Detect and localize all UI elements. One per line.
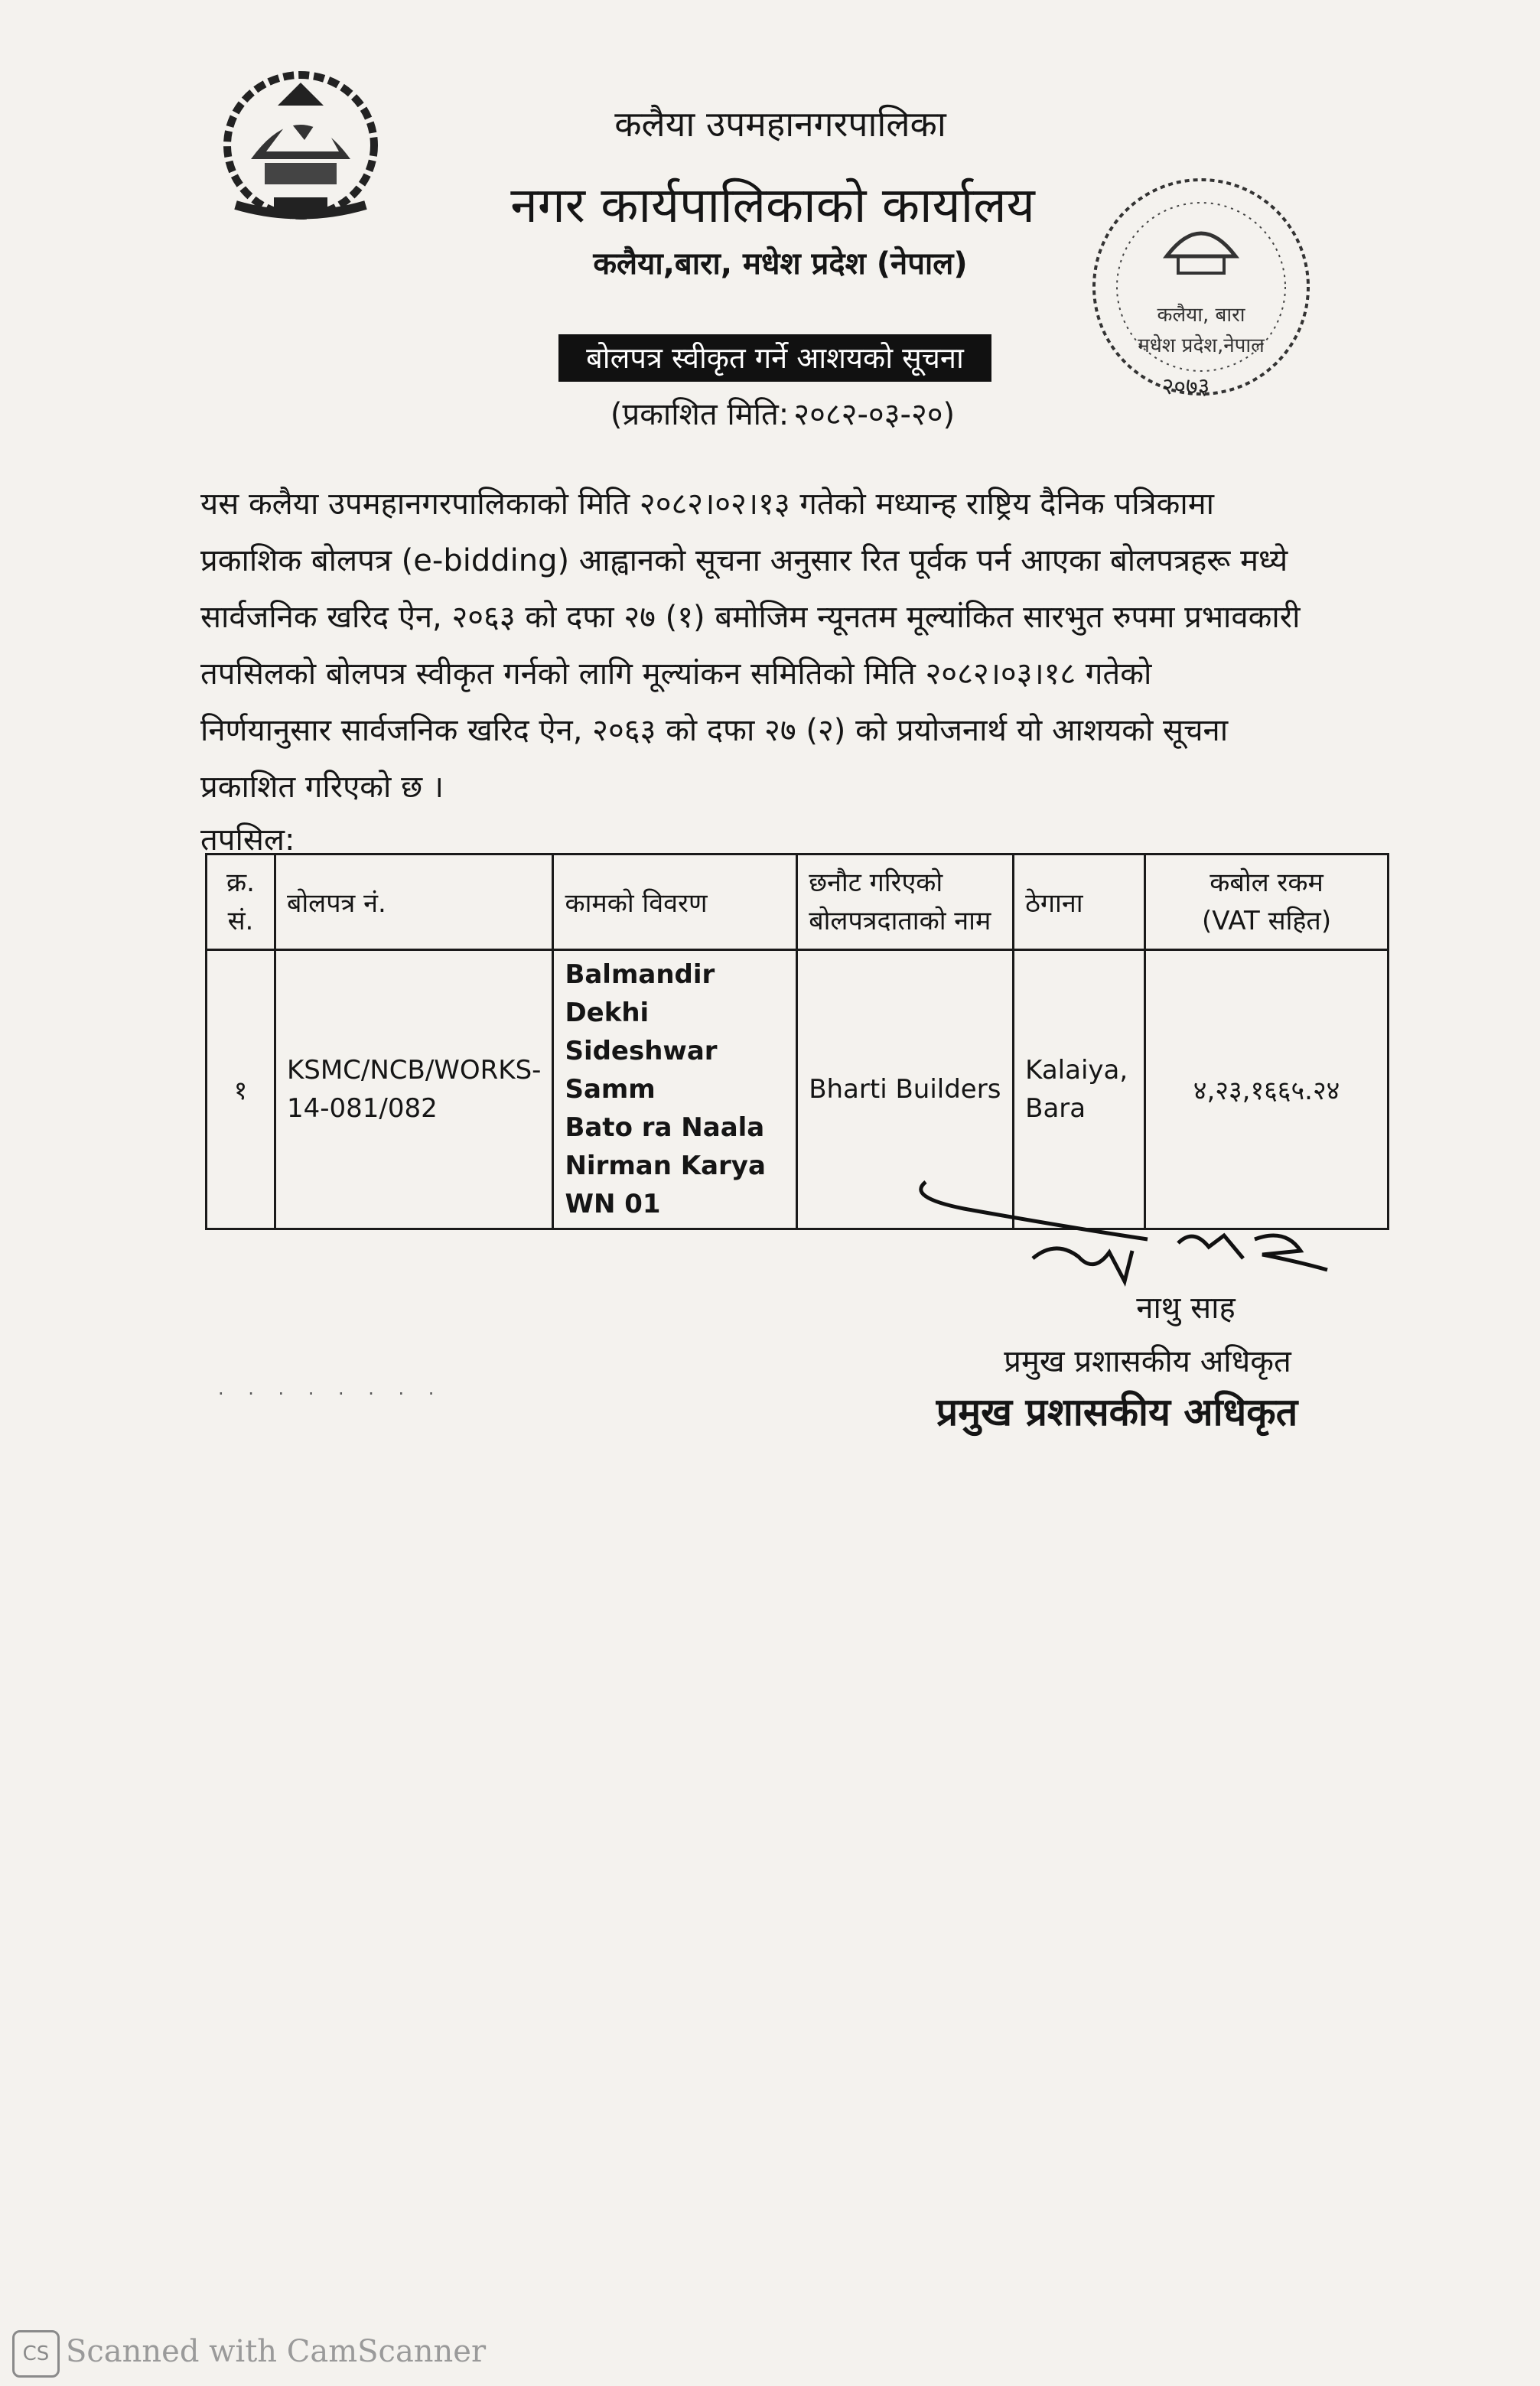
header-amount: कबोल रकम (VAT सहित) xyxy=(1145,854,1389,950)
dotted-line: · · · · · · · · xyxy=(218,1383,444,1405)
header-address: ठेगाना xyxy=(1014,854,1145,950)
body-line: प्रकाशिक बोलपत्र (e-bidding) आह्वानको सूचना अनुसार रित पूर्वक पर्न आएका बोलपत्रहरू मध्ये xyxy=(200,543,1288,578)
seal-year: २०७३ xyxy=(1161,373,1210,400)
seal-line-1: कलैया, बारा xyxy=(1157,304,1245,327)
signatory-stamp-title: प्रमुख प्रशासकीय अधिकृत xyxy=(936,1390,1298,1434)
publish-label: (प्रकाशित मिति: xyxy=(610,397,790,432)
body-line: निर्णयानुसार सार्वजनिक खरिद ऐन, २०६३ को दफा २७ (२) को प्रयोजनार्थ यो आशयको सूचना xyxy=(200,713,1229,748)
signatory-title: प्रमुख प्रशासकीय अधिकृत xyxy=(1004,1344,1291,1379)
header-sn: क्र. सं. xyxy=(207,854,275,950)
cell-address: Kalaiya, Bara xyxy=(1014,950,1145,1229)
publish-date-value: २०८२-०३-२०) xyxy=(793,397,956,432)
body-line: प्रकाशित गरिएको छ । xyxy=(200,770,444,805)
seal-line-2: मधेश प्रदेश,नेपाल xyxy=(1138,334,1265,357)
body-line: सार्वजनिक खरिद ऐन, २०६३ को दफा २७ (१) बमोजिम न्यूनतम मूल्यांकित सारभुत रुपमा प्रभावकारी xyxy=(200,600,1301,635)
municipality-name: कलैया उपमहानगरपालिका xyxy=(614,103,946,145)
table-header-row xyxy=(207,854,1389,950)
notice-body xyxy=(200,476,1380,815)
notice-title: बोलपत्र स्वीकृत गर्ने आशयको सूचना xyxy=(558,334,991,382)
signature-icon xyxy=(903,1167,1331,1304)
camscanner-logo-icon: CS xyxy=(12,2330,60,2378)
header-description: कामको विवरण xyxy=(553,854,797,950)
cell-sn: १ xyxy=(207,950,275,1229)
publish-date xyxy=(536,392,1025,434)
header-bid-no: बोलपत्र नं. xyxy=(275,854,553,950)
body-line: तपसिलको बोलपत्र स्वीकृत गर्नको लागि मूल्यांकन समितिको मिति २०८२।०३।१८ गतेको xyxy=(200,656,1152,692)
scanner-text: Scanned with CamScanner xyxy=(66,2334,487,2369)
tapasil-label: तपसिल: xyxy=(200,822,295,858)
body-line: यस कलैया उपमहानगरपालिकाको मिति २०८२।०२।१३ गतेको मध्यान्ह राष्ट्रिय दैनिक पत्रिकामा xyxy=(200,487,1214,522)
cell-bidder: Bharti Builders xyxy=(797,950,1014,1229)
office-location: कलैया,बारा, मधेश प्रदेश (नेपाल) xyxy=(593,246,968,282)
nepal-emblem-icon xyxy=(205,60,396,232)
cell-bid-no: KSMC/NCB/WORKS- 14-081/082 xyxy=(275,950,553,1229)
cell-amount: ४,२३,१६६५.२४ xyxy=(1145,950,1389,1229)
header-bidder: छनौट गरिएको बोलपत्रदाताको नाम xyxy=(797,854,1014,950)
signatory-name: नाथु साह xyxy=(1136,1291,1236,1326)
office-name: नगर कार्यपालिकाको कार्यालय xyxy=(510,177,1035,234)
cell-description: Balmandir Dekhi Sideshwar Samm Bato ra Naala Nirman Karya WN 01 xyxy=(553,950,797,1229)
